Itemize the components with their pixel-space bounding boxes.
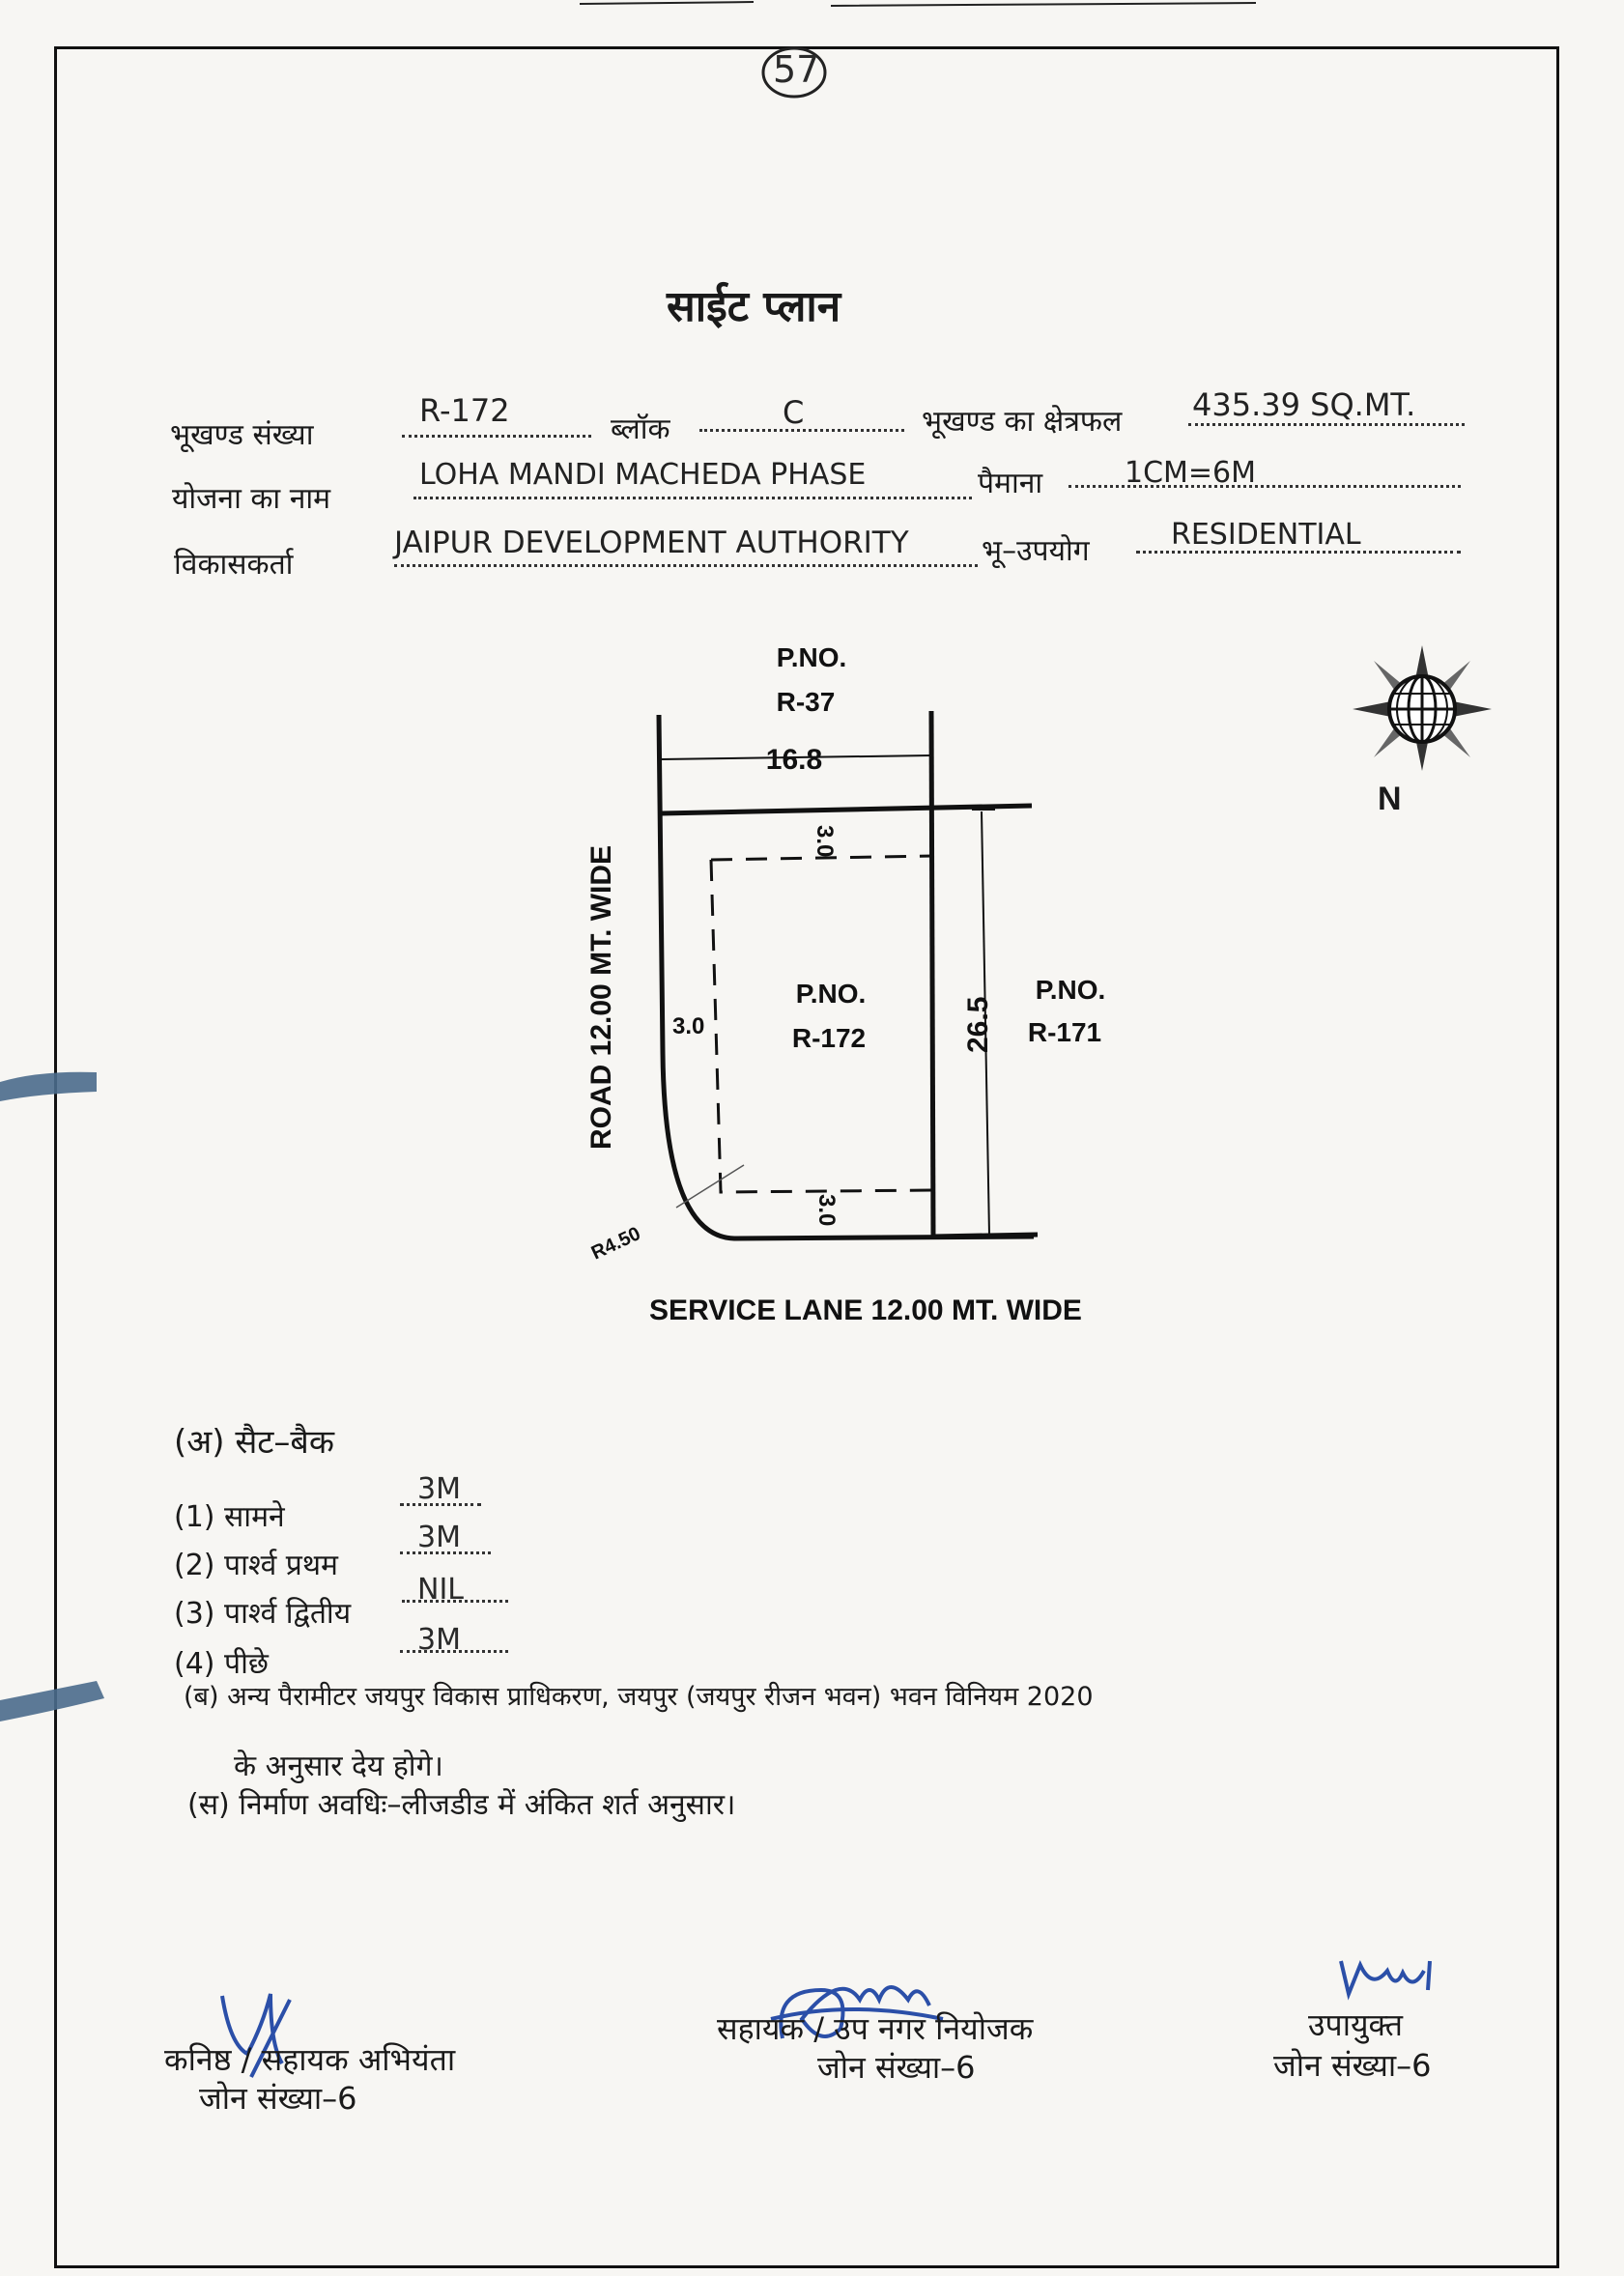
setback-side2-value: NIL	[417, 1573, 465, 1607]
width-dimension-label: 16.8	[765, 744, 823, 776]
top-plot-label-2: R-37	[776, 687, 836, 717]
note-b-line2: के अनुसार देय होगे।	[234, 1750, 443, 1783]
north-label: N	[1378, 781, 1402, 817]
radius-leader	[676, 1165, 744, 1208]
developer-label: विकासकर्ता	[174, 548, 294, 582]
plot-label-2: R-172	[791, 1023, 867, 1053]
north-compass-icon	[1349, 638, 1503, 831]
signatory-left-title: कनिष्ठ / सहायक अभियंता	[164, 2041, 456, 2078]
note-b-line1: (ब) अन्य पैरामीटर जयपुर विकास प्राधिकरण, जयपुर (जयपुर रीजन भवन) भवन विनियम 2020	[184, 1682, 1094, 1712]
note-c-line: (स) निर्माण अवधिः–लीजडीड में अंकित शर्त अनुसार।	[187, 1788, 736, 1822]
scale-label: पैमाना	[978, 467, 1043, 500]
scheme-label: योजना का नाम	[172, 482, 331, 516]
plot-label-1: P.NO.	[795, 979, 867, 1009]
service-lane-label: SERVICE LANE 12.00 MT. WIDE	[649, 1294, 1082, 1326]
setback-rear-value: 3M	[417, 1623, 461, 1657]
front-setback-label: 3.0	[812, 825, 838, 858]
side-setback-label: 3.0	[672, 1013, 705, 1039]
plot-area-dots	[1188, 423, 1465, 426]
signatory-middle-zone: जोन संख्या–6	[817, 2049, 976, 2086]
plot-number-value: R-172	[419, 392, 510, 429]
radius-label: R4.50	[587, 1223, 644, 1265]
scale-value: 1CM=6M	[1125, 456, 1257, 490]
signatory-left-zone: जोन संख्या–6	[199, 2080, 357, 2117]
block-label: ब्लॉक	[611, 413, 670, 446]
scheme-value: LOHA MANDI MACHEDA PHASE	[419, 458, 867, 492]
plot-number-dots	[402, 435, 591, 438]
setback-side1-value: 3M	[417, 1521, 461, 1554]
block-value: C	[783, 394, 805, 431]
setback-heading: (अ) सैट–बैक	[174, 1423, 334, 1462]
binding-thread-lower	[0, 1671, 116, 1739]
developer-dots	[394, 564, 978, 567]
site-plan-drawing	[541, 628, 1140, 1362]
landuse-label: भू–उपयोग	[982, 534, 1090, 568]
page-edge-marks	[580, 0, 1256, 14]
plot-right-boundary	[931, 711, 933, 1237]
setback-rear-label: (4) पीछे	[174, 1647, 269, 1681]
setback-front-label: (1) सामने	[174, 1500, 285, 1534]
page-title: साईट प्लान	[667, 282, 841, 331]
plot-number-label: भूखण्ड संख्या	[170, 418, 314, 452]
plot-area-label: भूखण्ड का क्षेत्रफल	[922, 405, 1123, 439]
binding-thread-upper	[0, 1053, 106, 1111]
depth-dimension-label: 26.5	[962, 996, 994, 1053]
road-label: ROAD 12.00 MT. WIDE	[585, 844, 617, 1150]
setback-front-value: 3M	[417, 1472, 461, 1506]
setback-side1-label: (2) पार्श्व प्रथम	[174, 1549, 338, 1582]
signatory-middle-title: सहायक / उप नगर नियोजक	[717, 2010, 1034, 2047]
right-signature	[1333, 1951, 1439, 2009]
scale-dots	[1068, 485, 1461, 488]
scheme-dots	[413, 497, 972, 499]
right-plot-label-2: R-171	[1027, 1017, 1102, 1047]
rear-setback-label: 3.0	[813, 1194, 840, 1227]
landuse-value: RESIDENTIAL	[1171, 518, 1361, 552]
page-number: 57	[773, 48, 820, 91]
plot-area-value: 435.39 SQ.MT.	[1192, 386, 1416, 423]
landuse-dots	[1136, 551, 1461, 554]
signatory-right-title: उपायुक्त	[1308, 2006, 1403, 2043]
top-plot-label-1: P.NO.	[776, 642, 847, 672]
setback-side2-label: (3) पार्श्व द्वितीय	[174, 1597, 352, 1631]
signatory-right-zone: जोन संख्या–6	[1273, 2047, 1432, 2084]
right-plot-label-1: P.NO.	[1035, 975, 1106, 1005]
block-dots	[699, 429, 904, 432]
developer-value: JAIPUR DEVELOPMENT AUTHORITY	[394, 526, 909, 560]
